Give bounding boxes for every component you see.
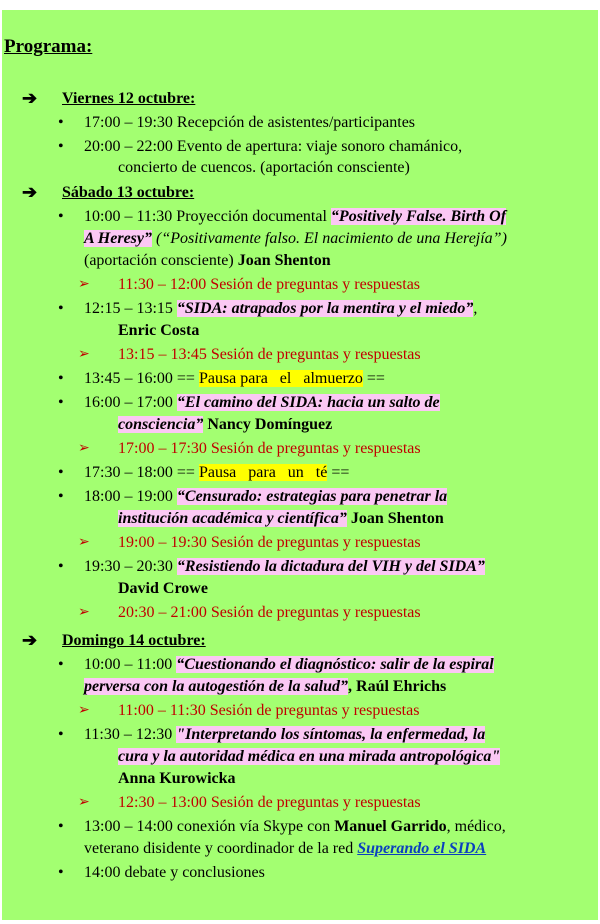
chevron-icon: ➢ [78,795,90,810]
talk-title: “Cuestionando el diagnóstico: salir de la espiral [176,656,494,673]
chevron-icon: ➢ [78,535,90,550]
sat-qa-5: 20:30 – 21:00 Sesión de preguntas y respuestas [118,604,421,621]
fri-item-2-cont: concierto de cuencos. (aportación consciente) [118,159,410,176]
speaker: Joan Shenton [237,252,331,269]
talk-title: “SIDA: atrapados por la mentira y el miedo” [176,300,474,317]
text: veterano disidente y coordinador de la red [84,840,358,857]
speaker: , Raúl Ehrichs [348,678,447,695]
time: 19:30 – 20:30 [84,558,177,575]
bullet-icon: • [58,726,64,743]
sun-qa-1: 11:00 – 11:30 Sesión de preguntas y respuestas [118,702,420,719]
bullet-icon: • [58,300,64,317]
fri-item-2: 20:00 – 22:00 Evento de apertura: viaje sonoro chamánico, [84,138,463,155]
sat-item-1 [84,206,506,227]
bullet-icon: • [58,558,64,575]
sat-pause-lunch [84,368,385,389]
day-sunday: Domingo 14 octubre: [62,632,206,649]
sun-item-3-cont [84,838,486,859]
speaker: Enric Costa [118,322,200,339]
talk-title: “Resistiendo la dictadura del VIH y del SIDA” [176,558,485,575]
note: (aportación consciente) [84,252,238,269]
separator: == [327,464,350,481]
sun-item-1-cont [84,676,446,697]
bullet-icon: • [58,114,64,131]
arrow-icon: ➔ [22,88,38,108]
chevron-icon: ➢ [78,605,90,620]
talk-title: consciencia” [118,416,204,433]
bullet-icon: • [58,394,64,411]
sat-item-2 [84,298,477,319]
time: 16:00 – 17:00 [84,394,177,411]
time: 13:45 – 16:00 == [84,370,199,387]
translation: (“Positivamente falso. El nacimiento de una Herejía”) [152,230,507,247]
talk-title: cura y la autoridad médica en una mirada antropológica" [118,748,501,765]
comma: , [473,300,478,317]
day-saturday: Sábado 13 octubre: [62,184,195,201]
bullet-icon: • [58,370,64,387]
sun-item-4: 14:00 debate y conclusiones [84,864,265,881]
sat-item-4-cont [118,508,444,529]
sun-item-2 [84,724,485,745]
bullet-icon: • [58,864,64,881]
sat-qa-1: 11:30 – 12:00 Sesión de preguntas y respuestas [118,276,421,293]
bullet-icon: • [58,818,64,835]
time: 10:00 – 11:30 Proyección documental [84,208,331,225]
bullet-icon: • [58,138,64,155]
arrow-icon: ➔ [22,630,38,650]
talk-title: "Interpretando los síntomas, la enfermedad, la [176,726,486,743]
talk-title: institución académica y científica” [118,510,347,527]
talk-title: “Positively False. Birth Of [330,208,507,225]
speaker: Joan Shenton [346,510,444,527]
chevron-icon: ➢ [78,703,90,718]
time: 11:30 – 12:30 [84,726,177,743]
sat-item-3-cont [118,414,332,435]
chevron-icon: ➢ [78,347,90,362]
pause-label: Pausa para el almuerzo [198,370,363,387]
sun-item-3 [84,816,506,837]
bullet-icon: • [58,656,64,673]
sat-pause-tea [84,462,349,483]
time: 17:30 – 18:00 == [84,464,199,481]
talk-title: “El camino del SIDA: hacia un salto de [176,394,440,411]
superando-sida-link[interactable]: Superando el SIDA [357,840,487,857]
time: 13:00 – 14:00 conexión vía Skype con [84,818,335,835]
chevron-icon: ➢ [78,441,90,456]
bullet-icon: • [58,208,64,225]
sat-item-1-cont2 [84,250,331,271]
program-title: Programa: [4,36,93,57]
talk-title: “Censurado: estrategias para penetrar la [176,488,448,505]
sat-item-4 [84,486,447,507]
sat-item-1-cont [84,228,507,249]
sat-item-3 [84,392,440,413]
sat-qa-2: 13:15 – 13:45 Sesión de preguntas y respuestas [118,346,421,363]
time: 12:15 – 13:15 [84,300,177,317]
speaker: David Crowe [118,580,208,597]
sun-item-1 [84,654,494,675]
person-name: Manuel Garrido [334,818,447,835]
sun-item-2-cont [118,746,500,767]
bullet-icon: • [58,488,64,505]
sat-qa-3: 17:00 – 17:30 Sesión de preguntas y respuestas [118,440,421,457]
speaker: Nancy Domínguez [203,416,333,433]
pause-label: Pausa para un té [198,464,328,481]
time: 18:00 – 19:00 [84,488,177,505]
sat-item-5 [84,556,485,577]
speaker: Anna Kurowicka [118,770,236,787]
talk-title: perversa con la autogestión de la salud” [84,678,349,695]
time: 10:00 – 11:00 [84,656,177,673]
separator: == [362,370,385,387]
bullet-icon: • [58,464,64,481]
arrow-icon: ➔ [22,182,38,202]
talk-title: A Heresy” [84,230,152,247]
day-friday: Viernes 12 octubre: [62,90,196,107]
chevron-icon: ➢ [78,277,90,292]
text: , médico, [446,818,506,835]
fri-item-1: 17:00 – 19:30 Recepción de asistentes/participantes [84,114,416,131]
sun-qa-2: 12:30 – 13:00 Sesión de preguntas y respuestas [118,794,421,811]
sat-qa-4: 19:00 – 19:30 Sesión de preguntas y respuestas [118,534,421,551]
